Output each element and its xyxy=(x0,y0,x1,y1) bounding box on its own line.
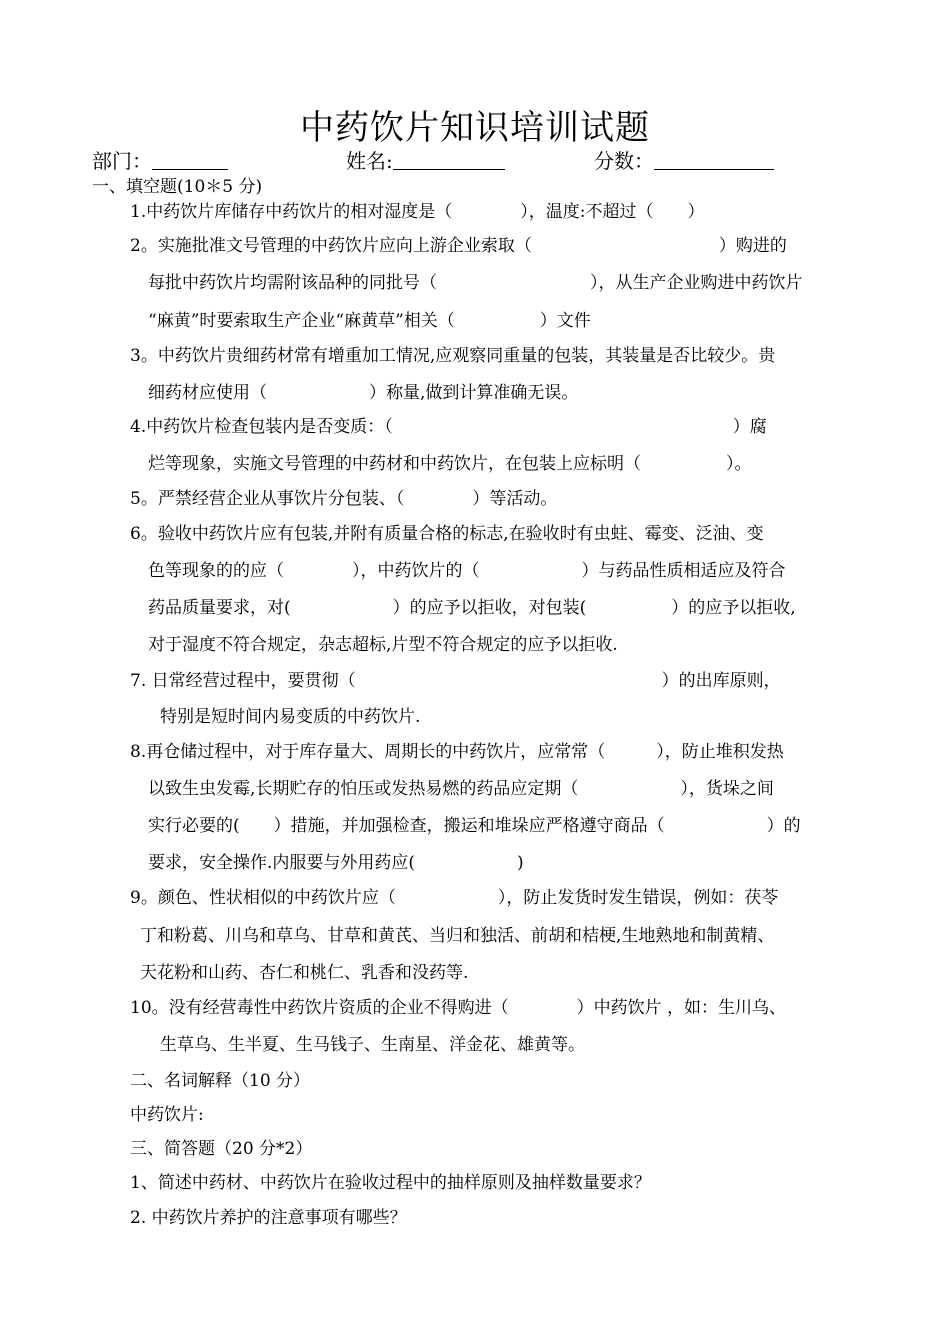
question-line: 8.再仓储过程中，对于库存量大、周期长的中药饮片，应常常（ ），防止堆积发热 xyxy=(130,742,784,762)
name-blank[interactable] xyxy=(393,151,505,170)
page-title: 中药饮片知识培训试题 xyxy=(300,108,650,148)
question-line: 实行必要的( ）措施，并加强检查，搬运和堆垛应严格遵守商品（ ）的 xyxy=(148,816,801,836)
score-label: 分数： xyxy=(594,149,654,173)
question-line: 特别是短时间内易变质的中药饮片. xyxy=(160,707,421,727)
question-line: 3。中药饮片贵细药材常有增重加工情况,应观察同重量的包装，其装量是否比较少。贵 xyxy=(130,346,776,366)
question-line: 色等现象的的应（ ），中药饮片的（ ）与药品性质相适应及符合 xyxy=(148,561,786,581)
question-line: 1.中药饮片库储存中药饮片的相对湿度是（ ），温度:不超过（ ） xyxy=(130,202,705,222)
question-line: 9。颜色、性状相似的中药饮片应（ ），防止发货时发生错误，例如：茯苓 xyxy=(130,888,779,908)
question-line: 7. 日常经营过程中，要贯彻（ ）的出库原则， xyxy=(130,671,781,691)
question-line: 天花粉和山药、杏仁和桃仁、乳香和没药等. xyxy=(140,963,469,983)
question-line: 以致生虫发霉,长期贮存的怕压或发热易燃的药品应定期（ ），货垛之间 xyxy=(148,779,774,799)
section2-heading: 二、名词解释（10 分） xyxy=(130,1071,311,1091)
dept-label: 部门： xyxy=(92,149,152,173)
term-label: 中药饮片: xyxy=(130,1105,204,1125)
question-line: 烂等现象，实施文号管理的中药材和中药饮片，在包装上应标明（ ）。 xyxy=(148,454,752,474)
name-field xyxy=(346,150,505,172)
question-line: 4.中药饮片检查包装内是否变质：（ ）腐 xyxy=(130,417,767,437)
question-line: 10。没有经营毒性中药饮片资质的企业不得购进（ ）中药饮片 ，如：生川乌、 xyxy=(130,998,787,1018)
dept-field xyxy=(92,150,228,172)
dept-blank[interactable] xyxy=(152,151,228,170)
question-line: 2。实施批准文号管理的中药饮片应向上游企业索取（ ）购进的 xyxy=(130,236,787,256)
question-line: 6。验收中药饮片应有包装,并附有质量合格的标志,在验收时有虫蛀、霉变、泛油、变 xyxy=(130,524,764,544)
short-answer-question-1: 1、简述中药材、中药饮片在验收过程中的抽样原则及抽样数量要求？ xyxy=(130,1173,651,1193)
name-label: 姓名: xyxy=(346,149,393,173)
question-line: 生草乌、生半夏、生马钱子、生南星、洋金花、雄黄等。 xyxy=(160,1035,585,1055)
question-line: 5。严禁经营企业从事饮片分包装、（ ）等活动。 xyxy=(130,489,558,509)
question-line: 药品质量要求，对( ）的应予以拒收，对包装( ）的应予以拒收, xyxy=(148,598,796,618)
question-line: 对于湿度不符合规定，杂志超标,片型不符合规定的应予以拒收. xyxy=(148,635,618,655)
score-field xyxy=(594,150,774,172)
short-answer-question-2: 2. 中药饮片养护的注意事项有哪些？ xyxy=(130,1208,407,1228)
question-line: 每批中药饮片均需附该品种的同批号（ ），从生产企业购进中药饮片 xyxy=(148,273,803,293)
section1-heading: 一、填空题(10＊5 分) xyxy=(92,177,263,197)
question-line: 丁和粉葛、川乌和草乌、甘草和黄芪、当归和独活、前胡和桔梗,生地熟地和制黄精、 xyxy=(140,926,775,946)
question-line: “麻黄”时要索取生产企业“麻黄草”相关（ ）文件 xyxy=(148,311,591,331)
question-line: 要求，安全操作.内服要与外用药应( ) xyxy=(148,853,524,873)
section3-heading: 三、简答题（20 分*2） xyxy=(130,1139,313,1159)
score-blank[interactable] xyxy=(654,151,774,170)
question-line: 细药材应使用（ ）称量,做到计算准确无误。 xyxy=(148,383,579,403)
